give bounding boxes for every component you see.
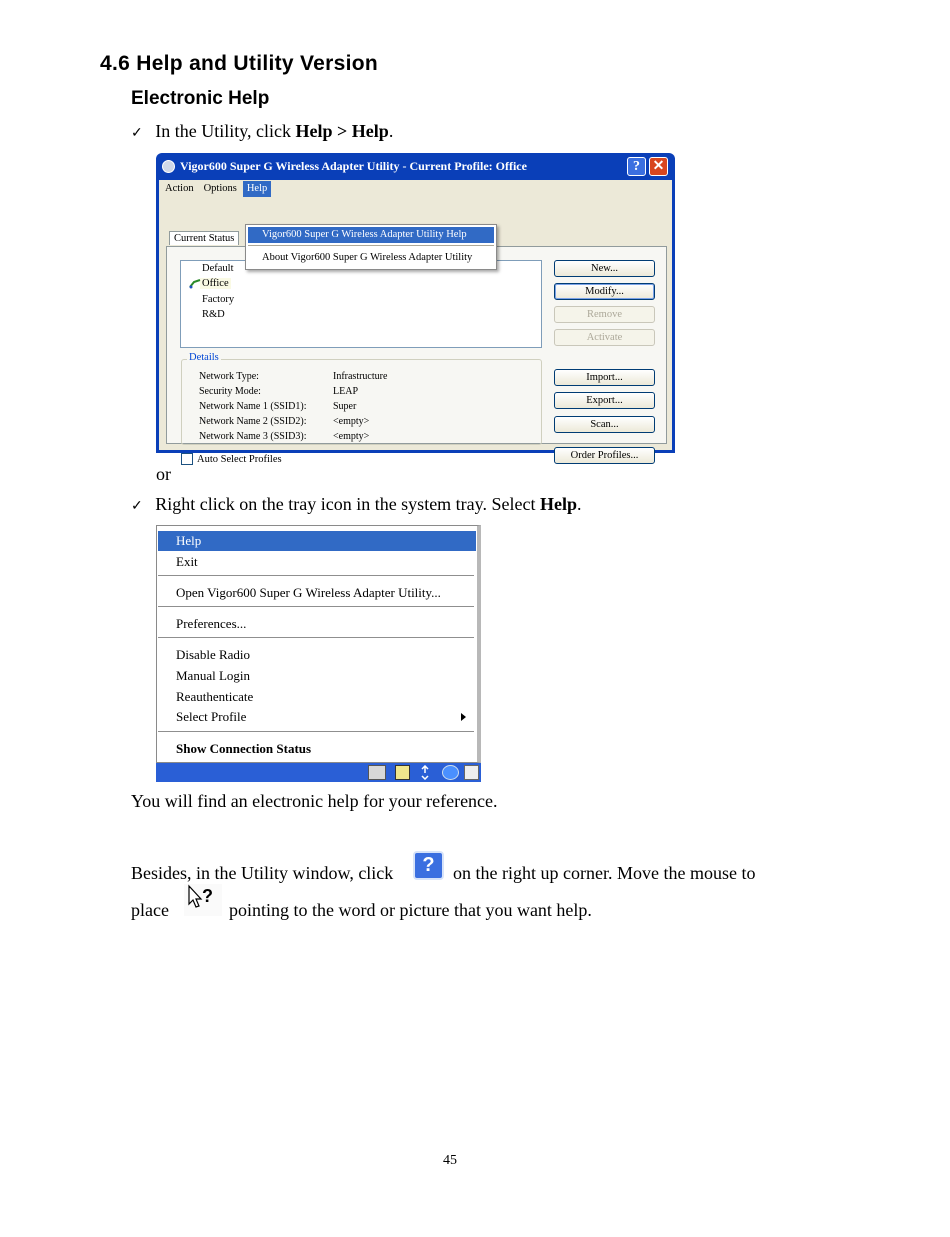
checkbox-box[interactable] — [181, 453, 193, 465]
or-text: or — [156, 464, 171, 484]
section-heading: 4.6 Help and Utility Version — [100, 52, 378, 75]
menu-item-show-connection-status[interactable]: Show Connection Status — [176, 741, 312, 756]
utility-window — [156, 153, 675, 465]
tray-context-menu — [156, 525, 481, 763]
menu-item-label: Select Profile — [176, 709, 247, 724]
page-number: 45 — [443, 1153, 457, 1168]
menu-bar — [159, 180, 672, 198]
modify-button[interactable]: Modify... — [554, 283, 655, 300]
detail-value: Super — [333, 401, 357, 412]
detail-label: Network Name 2 (SSID2): — [199, 416, 307, 427]
adapter-tray-icon[interactable] — [464, 765, 479, 780]
menu-item-utility-help[interactable]: Vigor600 Super G Wireless Adapter Utility Help — [248, 227, 494, 243]
detail-label: Network Name 3 (SSID3): — [199, 431, 307, 442]
menu-action[interactable]: Action — [165, 183, 194, 194]
show-hidden-icons-icon[interactable] — [442, 765, 459, 780]
window-titlebar — [159, 153, 672, 180]
menu-item-manual-login[interactable]: Manual Login — [176, 668, 251, 683]
checkbox-label: Auto Select Profiles — [197, 453, 282, 465]
menu-item-disable-radio[interactable]: Disable Radio — [176, 647, 251, 662]
para-place-a: place — [131, 900, 169, 920]
auto-select-checkbox[interactable] — [181, 453, 282, 465]
export-button[interactable]: Export... — [554, 392, 655, 409]
details-group — [181, 359, 542, 445]
order-profiles-button[interactable]: Order Profiles... — [554, 447, 655, 464]
menu-divider — [248, 245, 494, 246]
profile-item[interactable]: Default — [202, 263, 234, 274]
menu-divider — [158, 731, 474, 732]
bullet-1-text: In the Utility, click — [155, 121, 296, 141]
check-mark-icon: ✓ — [131, 499, 143, 514]
window-title: Vigor600 Super G Wireless Adapter Utility - Current Profile: Office — [180, 159, 527, 173]
menu-item-help[interactable]: Help — [158, 531, 476, 551]
menu-item-select-profile[interactable] — [158, 707, 476, 727]
bullet-2-text: Right click on the tray icon in the system tray. Select — [155, 494, 540, 514]
bullet-1 — [131, 121, 393, 142]
bullet-1-bold: Help > Help — [295, 121, 389, 141]
help-button-icon: ? — [413, 851, 444, 880]
tray-help-icon[interactable] — [395, 765, 410, 780]
menu-help[interactable]: Help — [243, 181, 271, 197]
profile-list[interactable] — [180, 260, 542, 348]
wireless-icon — [189, 279, 201, 289]
activate-button[interactable]: Activate — [554, 329, 655, 346]
close-icon[interactable]: ✕ — [649, 157, 668, 176]
help-icon[interactable]: ? — [627, 157, 646, 176]
bullet-1-suffix: . — [388, 121, 394, 141]
menu-item-exit[interactable]: Exit — [176, 554, 198, 569]
app-icon — [162, 160, 175, 173]
para-place-b: pointing to the word or picture that you want help. — [229, 900, 592, 920]
detail-value: <empty> — [333, 431, 370, 442]
detail-value: Infrastructure — [333, 371, 388, 382]
submenu-arrow-icon — [461, 713, 466, 721]
new-button[interactable]: New... — [554, 260, 655, 277]
menu-item-open-utility[interactable]: Open Vigor600 Super G Wireless Adapter Utility... — [176, 585, 441, 600]
menu-divider — [158, 575, 474, 576]
menu-divider — [158, 637, 474, 638]
menu-divider — [158, 606, 474, 607]
menu-item-preferences[interactable]: Preferences... — [176, 616, 247, 631]
detail-label: Network Name 1 (SSID1): — [199, 401, 307, 412]
help-cursor-icon — [184, 884, 222, 916]
para-besides-b: on the right up corner. Move the mouse to — [453, 863, 756, 883]
menu-item-about[interactable]: About Vigor600 Super G Wireless Adapter Utility — [262, 252, 473, 263]
bullet-2 — [131, 494, 582, 515]
profile-item-label: Office — [202, 278, 229, 289]
para-besides-a: Besides, in the Utility window, click — [131, 863, 394, 883]
tab-current-status[interactable]: Current Status — [169, 231, 239, 245]
scan-button[interactable]: Scan... — [554, 416, 655, 433]
menu-item-reauthenticate[interactable]: Reauthenticate — [176, 689, 254, 704]
import-button[interactable]: Import... — [554, 369, 655, 386]
details-title: Details — [189, 352, 219, 363]
check-mark-icon: ✓ — [131, 126, 143, 141]
remove-button[interactable]: Remove — [554, 306, 655, 323]
svg-text:?: ? — [202, 886, 213, 906]
bullet-2-suffix: . — [577, 494, 582, 514]
network-icon[interactable] — [420, 765, 430, 780]
profile-item[interactable]: R&D — [202, 309, 225, 320]
help-dropdown-menu — [245, 224, 497, 270]
detail-value: <empty> — [333, 416, 370, 427]
profile-item-selected[interactable] — [184, 278, 231, 289]
bullet-2-bold: Help — [539, 494, 577, 514]
detail-label: Security Mode: — [199, 386, 261, 397]
window-client — [159, 180, 672, 465]
detail-label: Network Type: — [199, 371, 259, 382]
keyboard-icon[interactable] — [368, 765, 386, 780]
para-reference: You will find an electronic help for your reference. — [131, 791, 498, 811]
system-tray — [156, 763, 481, 782]
menu-options[interactable]: Options — [203, 183, 237, 194]
detail-value: LEAP — [333, 386, 358, 397]
subsection-heading: Electronic Help — [131, 88, 270, 109]
profile-item[interactable]: Factory — [202, 294, 235, 305]
